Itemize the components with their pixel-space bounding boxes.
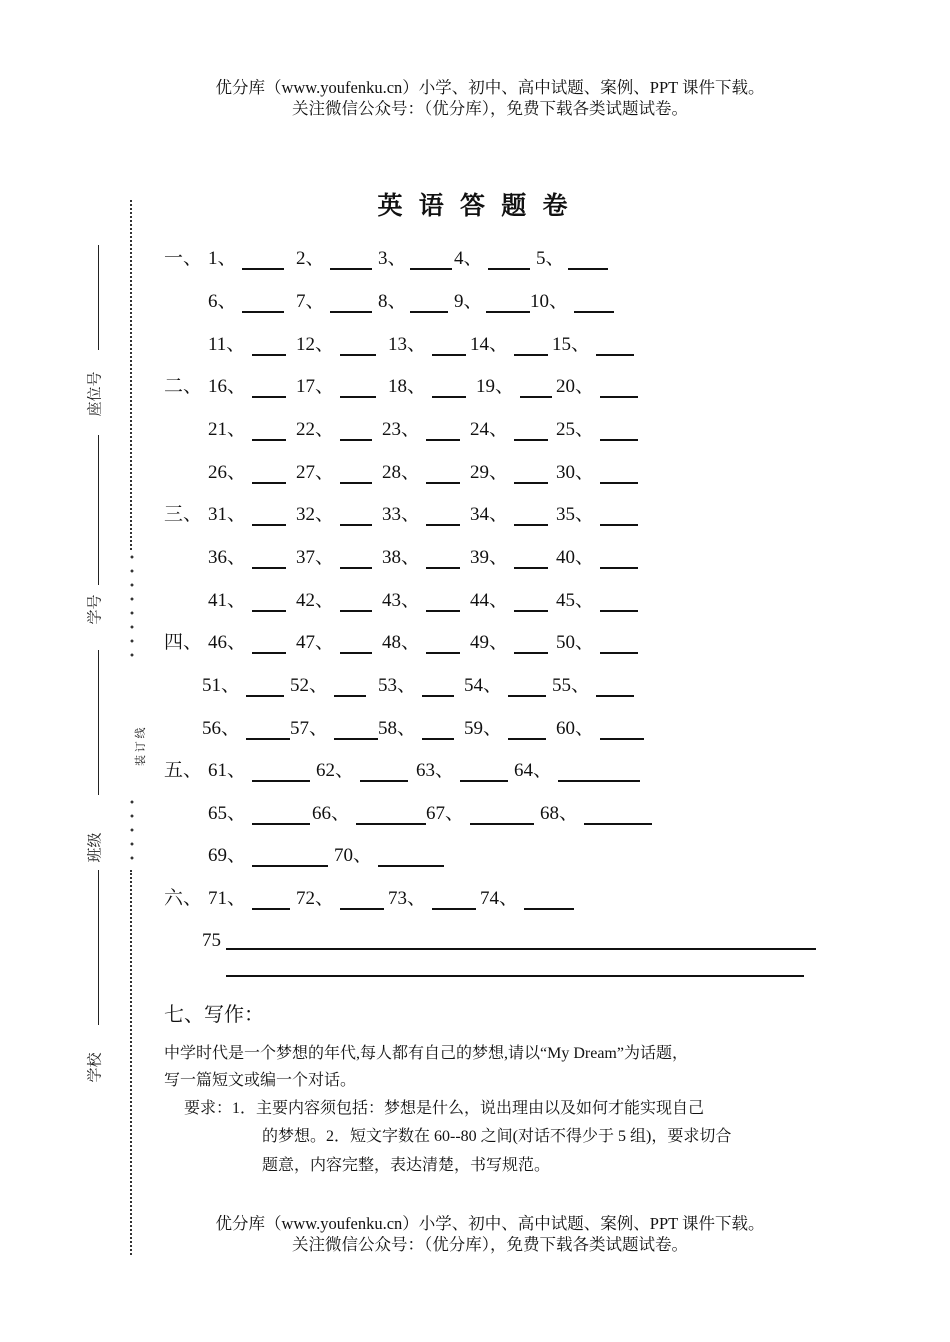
answer-blank[interactable] <box>514 610 548 612</box>
question-number: 15、 <box>552 334 591 355</box>
binding-dotted-line <box>130 795 134 870</box>
answer-blank[interactable] <box>242 311 284 313</box>
question-number: 58、 <box>378 718 417 739</box>
question-number: 61、 <box>208 760 247 781</box>
question-number: 1、 <box>208 248 237 269</box>
question-number: 39、 <box>470 547 509 568</box>
question-number: 72、 <box>296 888 335 909</box>
answer-blank[interactable] <box>252 567 286 569</box>
question-number: 9、 <box>454 291 483 312</box>
answer-blank[interactable] <box>600 396 638 398</box>
question-number: 19、 <box>476 376 515 397</box>
question-number: 33、 <box>382 504 421 525</box>
answer-blank[interactable] <box>246 738 290 740</box>
answer-blank[interactable] <box>432 908 476 910</box>
question-number: 68、 <box>540 803 579 824</box>
answer-blank[interactable] <box>340 908 384 910</box>
answer-blank[interactable] <box>514 439 548 441</box>
question-number: 50、 <box>556 632 595 653</box>
question-number: 41、 <box>208 590 247 611</box>
answer-blank[interactable] <box>426 524 460 526</box>
question-number: 71、 <box>208 888 247 909</box>
question-number: 30、 <box>556 462 595 483</box>
question-number: 4、 <box>454 248 483 269</box>
binding-label: 装 订 线 <box>135 727 147 766</box>
answer-blank[interactable] <box>340 524 372 526</box>
question-number: 16、 <box>208 376 247 397</box>
question-number: 47、 <box>296 632 335 653</box>
section-label: 一、 <box>164 248 203 269</box>
answer-blank[interactable] <box>600 482 638 484</box>
question-number: 67、 <box>426 803 465 824</box>
answer-blank[interactable] <box>340 482 372 484</box>
question-number: 27、 <box>296 462 335 483</box>
question-number: 49、 <box>470 632 509 653</box>
question-number: 14、 <box>470 334 509 355</box>
binding-dotted-line <box>130 550 134 660</box>
section-label: 四、 <box>164 632 203 653</box>
answer-blank[interactable] <box>460 780 508 782</box>
writing-prompt <box>164 1040 814 1094</box>
answer-blank[interactable] <box>340 354 376 356</box>
school-line <box>98 870 99 1025</box>
question-number: 5、 <box>536 248 565 269</box>
question-number: 35、 <box>556 504 595 525</box>
answer-blank[interactable] <box>410 311 448 313</box>
question-number: 28、 <box>382 462 421 483</box>
question-number: 10、 <box>530 291 569 312</box>
answer-blank[interactable] <box>600 524 638 526</box>
question-number: 43、 <box>382 590 421 611</box>
answer-blank[interactable] <box>600 439 638 441</box>
answer-blank[interactable] <box>340 439 372 441</box>
question-number: 59、 <box>464 718 503 739</box>
answer-blank[interactable] <box>596 354 634 356</box>
answer-blank[interactable] <box>340 567 372 569</box>
page-title: 英 语 答 题 卷 <box>377 193 573 220</box>
class-label: 班级 <box>87 832 104 863</box>
answer-blank[interactable] <box>340 652 372 654</box>
answer-blank[interactable] <box>410 268 452 270</box>
writing-prompt-line: 中学时代是一个梦想的年代,每人都有自己的梦想,请以“My Dream”为话题， <box>164 1045 688 1062</box>
question-number: 75 <box>202 930 221 951</box>
question-number: 22、 <box>296 419 335 440</box>
answer-blank[interactable] <box>574 311 614 313</box>
header-line-2: 关注微信公众号：（优分库），免费下载各类试题试卷。 <box>292 99 688 118</box>
answer-blank[interactable] <box>600 738 644 740</box>
answer-blank[interactable] <box>226 948 816 950</box>
question-number: 36、 <box>208 547 247 568</box>
answer-blank[interactable] <box>558 780 640 782</box>
requirement-line: 的梦想。2．短文字数在 60--80 之间(对话不得少于 5 组)，要求切合 <box>262 1128 732 1145</box>
answer-blank[interactable] <box>470 823 534 825</box>
question-number: 29、 <box>470 462 509 483</box>
question-number: 21、 <box>208 419 247 440</box>
question-number: 42、 <box>296 590 335 611</box>
answer-blank[interactable] <box>600 610 638 612</box>
header <box>0 77 950 119</box>
question-number: 11、 <box>208 334 246 355</box>
question-number: 12、 <box>296 334 335 355</box>
binding-dotted-line <box>130 200 136 550</box>
question-number: 20、 <box>556 376 595 397</box>
writing-prompt-line: 写一篇短文或编一个对话。 <box>164 1072 357 1089</box>
answer-blank[interactable] <box>426 652 460 654</box>
question-number: 46、 <box>208 632 247 653</box>
requirement-line: 题意，内容完整，表达清楚，书写规范。 <box>262 1157 551 1174</box>
answer-blank[interactable] <box>246 695 284 697</box>
question-number: 13、 <box>388 334 427 355</box>
question-number: 73、 <box>388 888 427 909</box>
question-number: 62、 <box>316 760 355 781</box>
answer-blank[interactable] <box>486 311 530 313</box>
answer-blank[interactable] <box>334 695 366 697</box>
answer-blank[interactable] <box>422 738 454 740</box>
question-number: 66、 <box>312 803 351 824</box>
answer-blank[interactable] <box>334 738 378 740</box>
answer-blank[interactable] <box>600 652 638 654</box>
question-number: 34、 <box>470 504 509 525</box>
question-number: 44、 <box>470 590 509 611</box>
answer-blank[interactable] <box>432 396 466 398</box>
question-number: 57、 <box>290 718 329 739</box>
footer <box>0 1213 950 1255</box>
question-number: 60、 <box>556 718 595 739</box>
question-number: 38、 <box>382 547 421 568</box>
answer-blank[interactable] <box>242 268 284 270</box>
question-number: 6、 <box>208 291 237 312</box>
answer-blank[interactable] <box>520 396 552 398</box>
answer-blank[interactable] <box>330 268 372 270</box>
answer-blank[interactable] <box>426 567 460 569</box>
question-number: 69、 <box>208 845 247 866</box>
section-label: 五、 <box>164 760 203 781</box>
answer-blank[interactable] <box>356 823 426 825</box>
question-number: 63、 <box>416 760 455 781</box>
answer-blank[interactable] <box>524 908 574 910</box>
answer-blank[interactable] <box>252 396 286 398</box>
answer-blank[interactable] <box>252 780 310 782</box>
question-number: 23、 <box>382 419 421 440</box>
student-no-line <box>98 435 99 585</box>
answer-blank[interactable] <box>426 439 460 441</box>
question-number: 45、 <box>556 590 595 611</box>
answer-blank[interactable] <box>514 482 548 484</box>
question-number: 31、 <box>208 504 247 525</box>
question-number: 2、 <box>296 248 325 269</box>
answer-blank[interactable] <box>252 823 310 825</box>
answer-blank-line[interactable] <box>226 975 804 977</box>
answer-blank[interactable] <box>514 354 548 356</box>
question-number: 32、 <box>296 504 335 525</box>
answer-blank[interactable] <box>514 567 548 569</box>
answer-blank[interactable] <box>432 354 466 356</box>
question-number: 17、 <box>296 376 335 397</box>
answer-blank[interactable] <box>596 695 634 697</box>
binding-dotted-line <box>130 870 136 1255</box>
answer-blank[interactable] <box>252 610 286 612</box>
answer-blank[interactable] <box>252 908 290 910</box>
answer-blank[interactable] <box>252 482 286 484</box>
section-label: 三、 <box>164 504 203 525</box>
question-number: 18、 <box>388 376 427 397</box>
question-number: 40、 <box>556 547 595 568</box>
seat-line <box>98 245 99 350</box>
answer-blank[interactable] <box>426 610 460 612</box>
question-number: 70、 <box>334 845 373 866</box>
answer-blank[interactable] <box>330 311 372 313</box>
answer-blank[interactable] <box>584 823 652 825</box>
student-no-label: 学号 <box>87 594 104 625</box>
question-number: 25、 <box>556 419 595 440</box>
answer-blank[interactable] <box>378 865 444 867</box>
answer-blank[interactable] <box>426 482 460 484</box>
answer-blank[interactable] <box>508 738 546 740</box>
answer-blank[interactable] <box>422 695 454 697</box>
answer-blank[interactable] <box>514 652 548 654</box>
requirement-block <box>262 1122 731 1180</box>
question-number: 65、 <box>208 803 247 824</box>
answer-blank[interactable] <box>514 524 548 526</box>
answer-blank[interactable] <box>488 268 530 270</box>
answer-blank[interactable] <box>568 268 608 270</box>
question-number: 3、 <box>378 248 407 269</box>
answer-blank[interactable] <box>252 865 328 867</box>
question-number: 74、 <box>480 888 519 909</box>
header-line-1: 优分库（www.youfenku.cn）小学、初中、高中试题、案例、PPT 课件下载。 <box>215 78 765 97</box>
answer-blank[interactable] <box>508 695 546 697</box>
question-number: 64、 <box>514 760 553 781</box>
answer-blank[interactable] <box>252 524 286 526</box>
answer-blank[interactable] <box>252 652 286 654</box>
question-number: 55、 <box>552 675 591 696</box>
question-number: 8、 <box>378 291 407 312</box>
answer-blank[interactable] <box>360 780 408 782</box>
question-number: 54、 <box>464 675 503 696</box>
question-number: 24、 <box>470 419 509 440</box>
question-number: 51、 <box>202 675 241 696</box>
answer-blank[interactable] <box>252 439 286 441</box>
seat-label: 座位号 <box>87 371 104 417</box>
question-number: 53、 <box>378 675 417 696</box>
footer-line-2: 关注微信公众号：（优分库），免费下载各类试题试卷。 <box>292 1235 688 1254</box>
class-line <box>98 650 99 795</box>
section-label: 二、 <box>164 376 203 397</box>
question-number: 26、 <box>208 462 247 483</box>
answer-blank[interactable] <box>340 396 376 398</box>
question-number: 56、 <box>202 718 241 739</box>
school-label: 学校 <box>87 1052 104 1083</box>
question-number: 37、 <box>296 547 335 568</box>
requirement-line: 要求：1．主要内容须包括：梦想是什么，说出理由以及如何才能实现自己 <box>184 1100 705 1117</box>
question-number: 7、 <box>296 291 325 312</box>
section-label: 六、 <box>164 888 203 909</box>
answer-blank[interactable] <box>252 354 286 356</box>
answer-blank[interactable] <box>600 567 638 569</box>
footer-line-1: 优分库（www.youfenku.cn）小学、初中、高中试题、案例、PPT 课件下载。 <box>215 1214 765 1233</box>
answer-blank[interactable] <box>340 610 372 612</box>
writing-heading: 七、写作： <box>164 1004 264 1026</box>
question-number: 48、 <box>382 632 421 653</box>
question-number: 52、 <box>290 675 329 696</box>
